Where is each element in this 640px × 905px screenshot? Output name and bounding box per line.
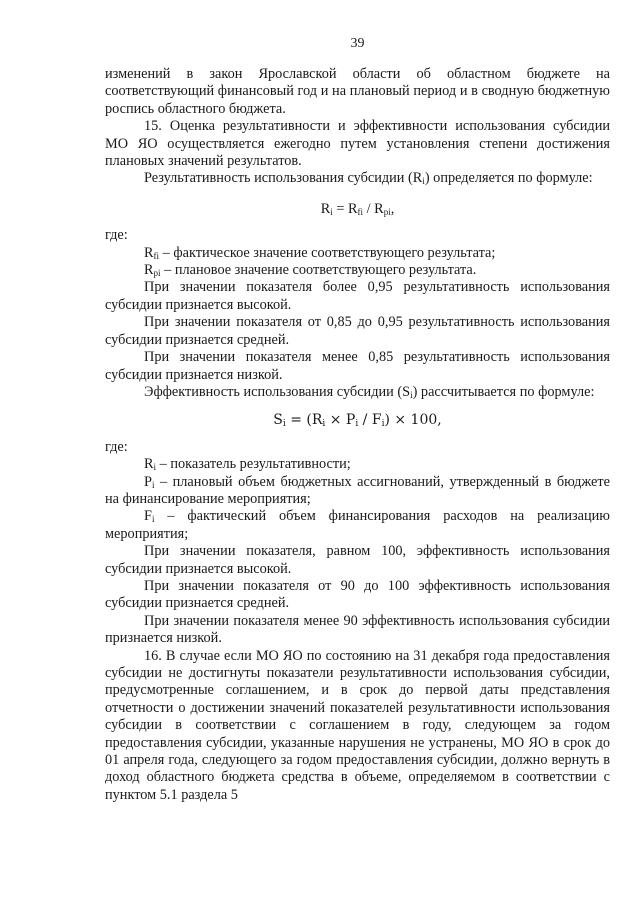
paragraph-intro: изменений в закон Ярославской области об областном бюджете на соответствующий финансовый год и на плановый период и в сводную бюджетную роспись областного бюджета. [105, 66, 610, 117]
definition-pi: $P_i$ – плановый объем бюджетных ассигнований, утвержденный в бюджете на финансирование мероприятия; [105, 473, 610, 507]
efficiency-formula: $S_i = (R_i \times P_i / F_i) \times 100$, [273, 412, 442, 430]
paragraph-15: 15. Оценка результативности и эффективности использования субсидии МО ЯО осуществляется ежегодно путем установления степени достижения плановых значений результатов. [105, 118, 610, 170]
where-label-2: где: [105, 438, 128, 455]
paragraph-result-high: При значении показателя более 0,95 результативность использования субсидии признается высокой. [105, 279, 610, 313]
paragraph-efficiency-high: При значении показателя, равном 100, эффективность использования субсидии признается высокой. [105, 543, 610, 577]
paragraph-16: 16. В случае если МО ЯО по состоянию на 31 декабря года предоставления субсидии не достигнуты показатели результативности использования субсидии, предусмотренные соглашением, и в срок до первой даты представления отчетности о достижении значений показателей результативности использования субсидии в соответствии с соглашением в году, следующем за годом предоставления субсидии, указанные нарушения не устранены, МО ЯО в срок до 01 апреля года, следующего за годом предоставления субсидии, должно вернуть в доход областного бюджета средства в объеме, определяемом в соответствии с пунктом 5.1 раздела 5 [105, 647, 610, 803]
where-label-1: где: [105, 227, 128, 244]
result-formula: $R_i = R_{fi} / R_{pi}$, [320, 200, 395, 217]
paragraph-result-mid: При значении показателя от 0,85 до 0,95 результативность использования субсидии признается средней. [105, 314, 610, 348]
page-number: 39 [350, 36, 365, 51]
document-page [105, 30, 610, 804]
definition-rpi: $R_{pi}$ – плановое значение соответствующего результата. [144, 262, 477, 279]
definition-fi: $F_i$ – фактический объем финансирования расходов на реализацию мероприятия; [105, 508, 610, 542]
result-formula-intro: Результативность использования субсидии $(R_i)$ определяется по формуле: [144, 170, 593, 187]
definition-ri: $R_i$ – показатель результативности; [144, 456, 351, 473]
paragraph-efficiency-mid: При значении показателя от 90 до 100 эффективность использования субсидии признается средней. [105, 577, 610, 612]
paragraph-result-low: При значении показателя менее 0,85 результативность использования субсидии признается низкой. [105, 349, 610, 383]
paragraph-efficiency-low: При значении показателя менее 90 эффективность использования субсидии признается низкой. [105, 612, 610, 647]
efficiency-formula-intro: Эффективность использования субсидии $(S_i)$ рассчитывается по формуле: [144, 383, 595, 400]
definition-rfi: $R_{fi}$ – фактическое значение соответствующего результата; [144, 244, 496, 261]
